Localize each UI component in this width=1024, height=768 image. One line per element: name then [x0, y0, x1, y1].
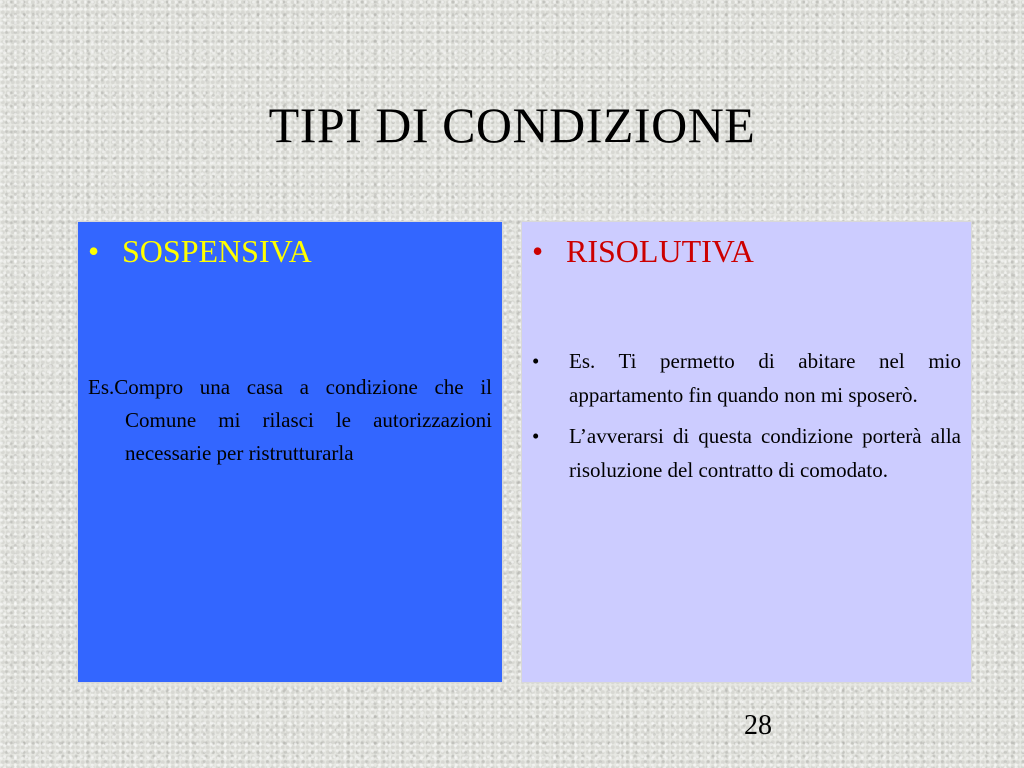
- bullet-icon: •: [88, 233, 100, 269]
- risolutiva-heading: [532, 234, 754, 269]
- bullet-icon: •: [532, 349, 540, 373]
- sospensiva-heading: [88, 234, 312, 269]
- page-number: 28: [744, 710, 772, 741]
- list-item: [532, 419, 961, 487]
- risolutiva-panel: [521, 221, 972, 683]
- sospensiva-example: Es.Compro una casa a condizione che il Comune mi rilasci le autorizzazioni necessarie per ristrutturarla: [88, 375, 492, 465]
- slide-title: TIPI DI CONDIZIONE: [268, 97, 756, 153]
- list-item-text: Es. Ti permetto di abitare nel mio appartamento fin quando non mi sposerò.: [569, 349, 961, 407]
- risolutiva-bullet-list: [532, 344, 961, 494]
- sospensiva-heading-label: SOSPENSIVA: [122, 233, 312, 269]
- list-item: [532, 344, 961, 412]
- bullet-icon: •: [532, 233, 544, 269]
- list-item-text: L’avverarsi di questa condizione porterà alla risoluzione del contratto di comodato.: [569, 424, 961, 482]
- risolutiva-heading-label: RISOLUTIVA: [566, 233, 754, 269]
- bullet-icon: •: [532, 424, 540, 448]
- sospensiva-panel: [77, 221, 503, 683]
